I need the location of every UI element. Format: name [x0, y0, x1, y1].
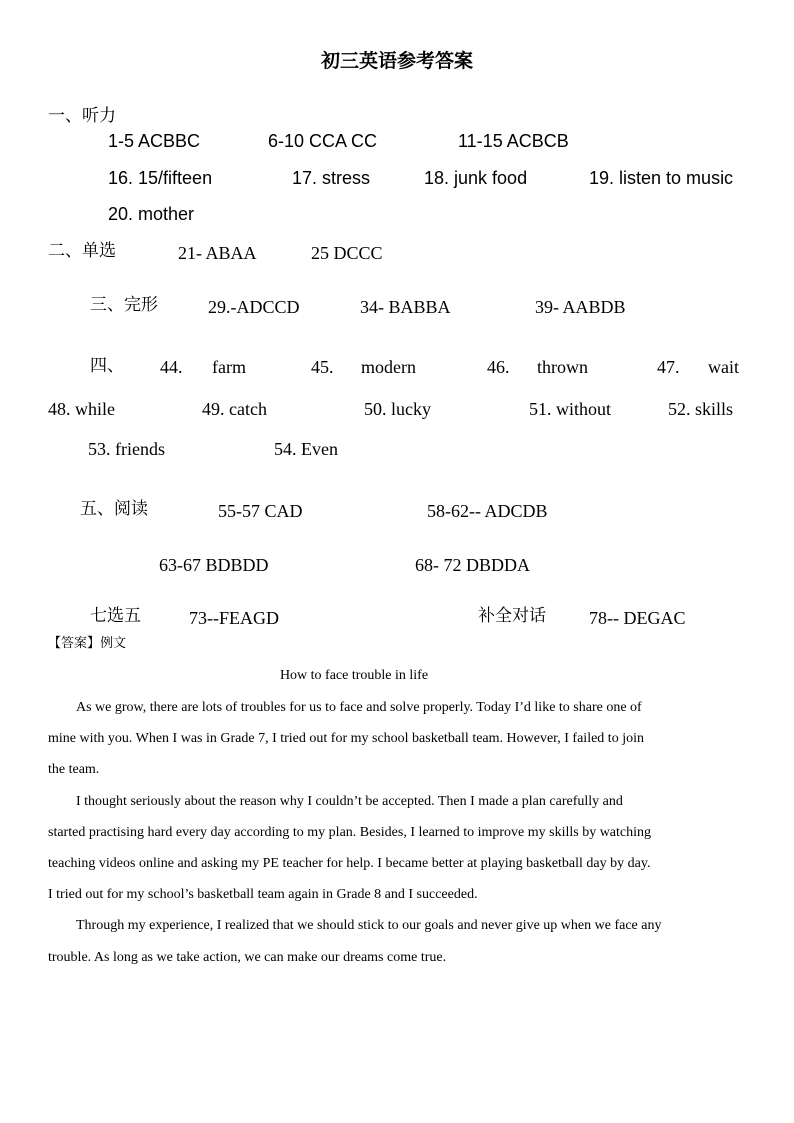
section4-num-45: 45. [311, 357, 334, 377]
single-choice-heading: 二、单选 [48, 241, 116, 261]
essay-line: I tried out for my school’s basketball team again in Grade 8 and I succeeded. [48, 887, 478, 902]
listening-answer-11-15: 11-15 ACBCB [458, 131, 569, 151]
section4-num-46: 46. [487, 357, 510, 377]
section4-answer-50: 50. lucky [364, 399, 431, 419]
section4-answer-52: 52. skills [668, 399, 734, 419]
essay-title: How to face trouble in life [279, 668, 429, 683]
reading-answer-68-72: 68- 72 DBDDA [415, 555, 530, 575]
dialogue-answer: 78-- DEGAC [589, 608, 686, 628]
essay-line: I thought seriously about the reason why I couldn’t be accepted. Then I made a plan carefully and [76, 794, 623, 809]
section4-num-44: 44. [160, 357, 183, 377]
section4-word-45: modern [361, 357, 416, 377]
reading-answer-58-62: 58-62-- ADCDB [427, 501, 548, 521]
page-title: 初三英语参考答案 [320, 50, 473, 72]
cloze-answer-29: 29.-ADCCD [208, 297, 300, 317]
listening-answer-18: 18. junk food [424, 168, 528, 188]
cloze-heading: 三、完形 [90, 295, 158, 315]
listening-answer-19: 19. listen to music [589, 168, 734, 188]
listening-answer-16: 16. 15/fifteen [108, 168, 213, 188]
seven-choose-five-heading: 七选五 [90, 606, 141, 626]
listening-answer-20: 20. mother [108, 204, 195, 224]
section4-answer-53: 53. friends [88, 439, 165, 459]
essay-line: teaching videos online and asking my PE teacher for help. I became better at playing basketball day by day. [48, 856, 651, 871]
listening-answer-1-5: 1-5 ACBBC [108, 131, 201, 151]
cloze-answer-34: 34- BABBA [360, 297, 451, 317]
listening-answer-6-10: 6-10 CCA CC [268, 131, 378, 151]
essay-line: As we grow, there are lots of troubles for us to face and solve properly. Today I’d like to share one of [76, 700, 642, 715]
dialogue-heading: 补全对话 [478, 606, 546, 626]
essay-line: Through my experience, I realized that we should stick to our goals and never give up when we face any [76, 918, 662, 933]
essay-line: the team. [48, 762, 100, 777]
listening-answer-17: 17. stress [292, 168, 371, 188]
reading-answer-63-67: 63-67 BDBDD [159, 555, 269, 575]
section4-answer-48: 48. while [48, 399, 115, 419]
reading-heading: 五、阅读 [80, 499, 148, 519]
section4-answer-51: 51. without [529, 399, 612, 419]
section4-word-47: wait [708, 357, 739, 377]
cloze-answer-39: 39- AABDB [535, 297, 626, 317]
essay-line: trouble. As long as we take action, we can make our dreams come true. [48, 950, 447, 965]
section4-answer-54: 54. Even [274, 439, 338, 459]
seven-choose-five-answer: 73--FEAGD [189, 608, 279, 628]
single-choice-answer-21: 21- ABAA [178, 243, 257, 263]
section4-heading: 四、 [90, 356, 124, 376]
section4-word-46: thrown [537, 357, 588, 377]
listening-heading: 一、听力 [48, 106, 116, 126]
reading-answer-55-57: 55-57 CAD [218, 501, 303, 521]
single-choice-answer-25: 25 DCCC [311, 243, 383, 263]
section4-num-47: 47. [657, 357, 680, 377]
section4-word-44: farm [212, 357, 246, 377]
section4-answer-49: 49. catch [202, 399, 267, 419]
essay-line: started practising hard every day according to my plan. Besides, I learned to improve my skills by watching [48, 825, 652, 840]
essay-line: mine with you. When I was in Grade 7, I tried out for my school basketball team. However, I failed to join [48, 731, 644, 746]
sample-label: 【答案】例文 [48, 636, 127, 651]
